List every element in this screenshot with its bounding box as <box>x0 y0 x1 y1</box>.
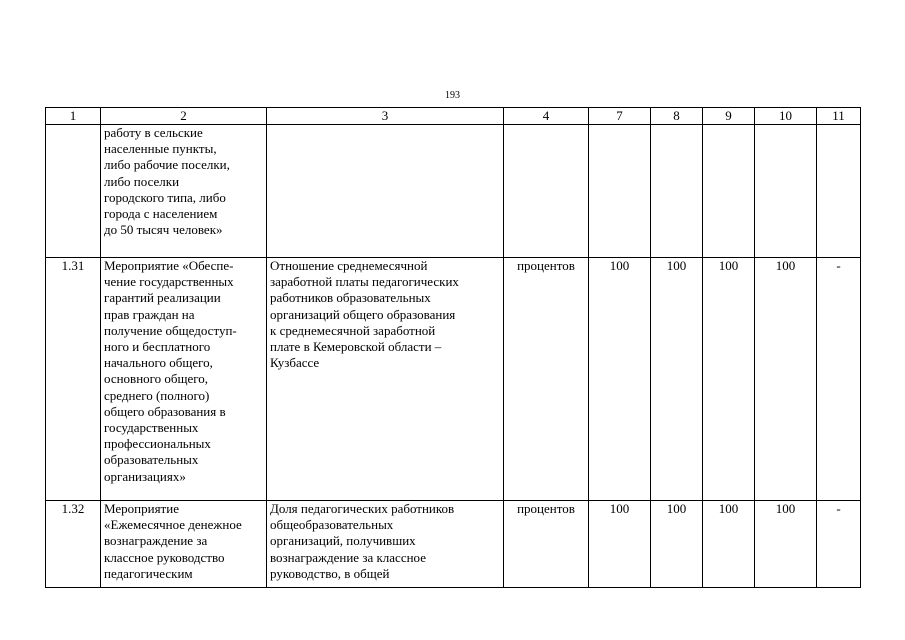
value-cell-7: 100 <box>589 258 651 501</box>
row-number: 1.32 <box>46 501 101 588</box>
indicator-cell <box>267 125 504 258</box>
indicator-cell: Отношение среднемесячной заработной платы педагогических работников образовательных организаций общего образования к среднемесячной заработной плате в Кемеровской области – Кузбассе <box>267 258 504 501</box>
value-cell-10: 100 <box>755 258 817 501</box>
column-header: 8 <box>651 108 703 125</box>
unit-cell: процентов <box>504 501 589 588</box>
unit-cell <box>504 125 589 258</box>
value-cell-8 <box>651 125 703 258</box>
column-header: 11 <box>817 108 861 125</box>
value-cell-11: - <box>817 258 861 501</box>
page-number: 193 <box>445 90 460 101</box>
value-cell-11 <box>817 125 861 258</box>
row-number: 1.31 <box>46 258 101 501</box>
table-row <box>46 258 861 501</box>
column-header: 3 <box>267 108 504 125</box>
column-header: 2 <box>101 108 267 125</box>
column-header: 7 <box>589 108 651 125</box>
value-cell-7 <box>589 125 651 258</box>
data-table <box>45 107 861 588</box>
measure-cell: Мероприятие «Ежемесячное денежное вознаграждение за классное руководство педагогическим <box>101 501 267 588</box>
value-cell-9 <box>703 125 755 258</box>
column-header: 1 <box>46 108 101 125</box>
column-header: 10 <box>755 108 817 125</box>
table-header-row <box>46 108 861 125</box>
measure-cell: Мероприятие «Обеспе- чение государственных гарантий реализации прав граждан на получение общедоступ- ного и бесплатного начального общего, основного общего, среднего (полного) общего образования в государственных профессиональных образовательных организациях» <box>101 258 267 501</box>
indicator-cell: Доля педагогических работников общеобразовательных организаций, получивших вознаграждение за классное руководство, в общей <box>267 501 504 588</box>
value-cell-10 <box>755 125 817 258</box>
row-number <box>46 125 101 258</box>
value-cell-10: 100 <box>755 501 817 588</box>
table-row <box>46 501 861 588</box>
value-cell-11: - <box>817 501 861 588</box>
table-row <box>46 125 861 258</box>
value-cell-9: 100 <box>703 258 755 501</box>
value-cell-8: 100 <box>651 258 703 501</box>
column-header: 9 <box>703 108 755 125</box>
value-cell-8: 100 <box>651 501 703 588</box>
value-cell-7: 100 <box>589 501 651 588</box>
measure-cell: работу в сельские населенные пункты, либо рабочие поселки, либо поселки городского типа, либо города с населением до 50 тысяч человек» <box>101 125 267 258</box>
unit-cell: процентов <box>504 258 589 501</box>
value-cell-9: 100 <box>703 501 755 588</box>
column-header: 4 <box>504 108 589 125</box>
